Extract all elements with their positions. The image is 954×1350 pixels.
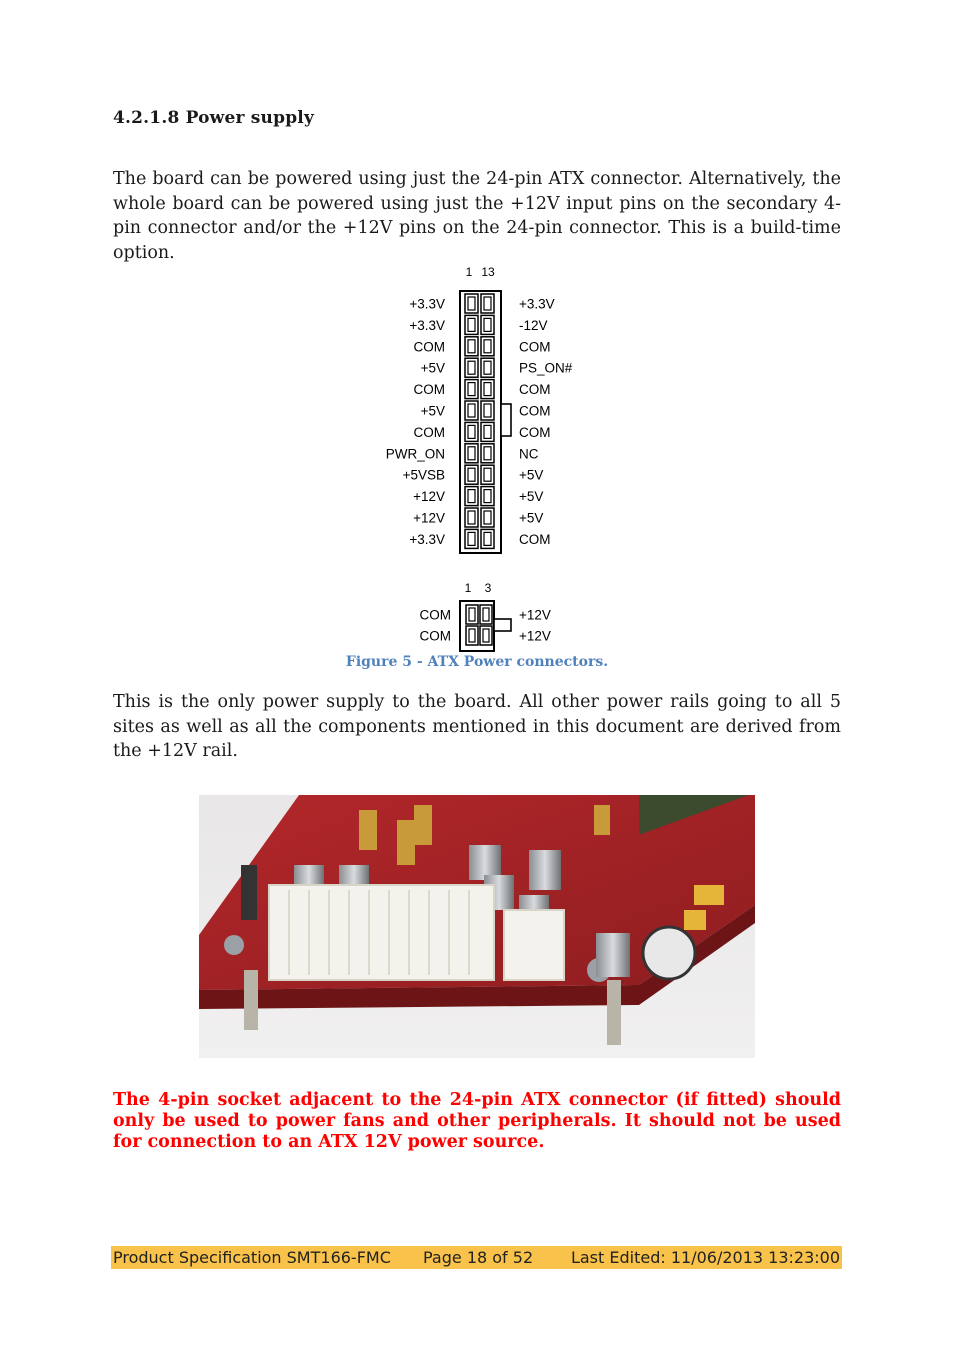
pin-contact <box>484 468 491 481</box>
pin-label-left: +12V <box>413 510 445 526</box>
pin-label-right: +5V <box>519 510 544 526</box>
figure-caption: Figure 5 - ATX Power connectors. <box>345 654 609 670</box>
power-rails-paragraph: This is the only power supply to the board. All other power rails going to all 5 sites as well as all the components mentioned in this document are derived from the +12V rail. <box>113 692 841 761</box>
pin-label-left: +3.3V <box>409 317 445 333</box>
pin-contact <box>468 404 475 417</box>
pin-contact <box>484 532 491 545</box>
pin-label-left: COM <box>413 382 445 398</box>
pin-contact <box>484 490 491 503</box>
pin-contact <box>468 340 475 353</box>
pin-label-right: COM <box>519 339 551 355</box>
connector-24-latch <box>501 404 511 436</box>
page-footer <box>111 1246 842 1269</box>
pin-contact <box>468 468 475 481</box>
pin-label-right: PS_ON# <box>519 360 573 376</box>
atx-connector-figure <box>350 258 610 658</box>
pin-label-left: COM <box>419 628 451 644</box>
pin-contact <box>484 447 491 460</box>
pin-label-right: COM <box>519 382 551 398</box>
connector-4pin <box>420 581 551 651</box>
connector-4-latch <box>494 619 511 631</box>
pin-label-right: +12V <box>519 607 551 623</box>
pin-label-left: +5V <box>420 403 445 419</box>
pin-label-right: COM <box>519 424 551 440</box>
pin-contact <box>468 361 475 374</box>
pin-label-right: +5V <box>519 467 544 483</box>
pin-label-left: +3.3V <box>409 296 445 312</box>
pin-label-left: +5V <box>420 360 445 376</box>
pin-contact <box>469 608 475 621</box>
pin-contact <box>468 318 475 331</box>
pin-label-left: +3.3V <box>409 531 445 547</box>
board-photo <box>199 795 755 1058</box>
pin-label-right: +12V <box>519 628 551 644</box>
pin-contact <box>483 629 489 642</box>
pin-contact <box>469 629 475 642</box>
pin-contact <box>468 383 475 396</box>
pin-label-left: PWR_ON <box>385 446 445 462</box>
pin-number-13: 13 <box>481 265 495 279</box>
pin-label-right: +3.3V <box>519 296 555 312</box>
pin-contact <box>468 511 475 524</box>
pin-label-left: +5VSB <box>402 467 445 483</box>
footer-document-title: Product Specification SMT166-FMC <box>113 1248 391 1267</box>
pin-contact <box>468 447 475 460</box>
connector-24pin <box>386 265 573 553</box>
pin-contact <box>484 297 491 310</box>
footer-page-number: Page 18 of 52 <box>423 1248 534 1267</box>
pin-label-left: +12V <box>413 489 445 505</box>
pin-contact <box>484 404 491 417</box>
pin-label-left: COM <box>413 339 445 355</box>
pin-contact <box>484 340 491 353</box>
pin-contact <box>483 608 489 621</box>
pin-label-right: NC <box>519 446 539 462</box>
pin-number-1: 1 <box>465 265 473 279</box>
pin-contact <box>484 511 491 524</box>
section-heading: 4.2.1.8 Power supply <box>113 108 315 128</box>
pin-number-1: 1 <box>464 581 472 595</box>
pin-contact <box>468 532 475 545</box>
pin-contact <box>484 361 491 374</box>
intro-paragraph: The board can be powered using just the 24-pin ATX connector. Alternatively, the whole board can be powered using just the +12V input pins on the secondary 4-pin connector and/or the +12V pins on the 24-pin connector. This is a build-time option. <box>113 169 841 263</box>
pin-label-right: -12V <box>519 317 548 333</box>
footer-last-edited: Last Edited: 11/06/2013 13:23:00 <box>570 1248 840 1267</box>
pin-label-right: COM <box>519 531 551 547</box>
pin-contact <box>468 297 475 310</box>
pin-contact <box>484 383 491 396</box>
pin-contact <box>468 425 475 438</box>
warning-note: The 4-pin socket adjacent to the 24-pin ATX connector (if fitted) should only be used to power fans and other peripherals. It should not be used for connection to an ATX 12V power source. <box>113 1090 841 1152</box>
pin-label-right: COM <box>519 403 551 419</box>
pin-label-left: COM <box>413 424 445 440</box>
pin-contact <box>484 425 491 438</box>
pin-label-left: COM <box>419 607 451 623</box>
pin-contact <box>468 490 475 503</box>
pin-number-3: 3 <box>484 581 492 595</box>
pin-contact <box>484 318 491 331</box>
pin-label-right: +5V <box>519 489 544 505</box>
